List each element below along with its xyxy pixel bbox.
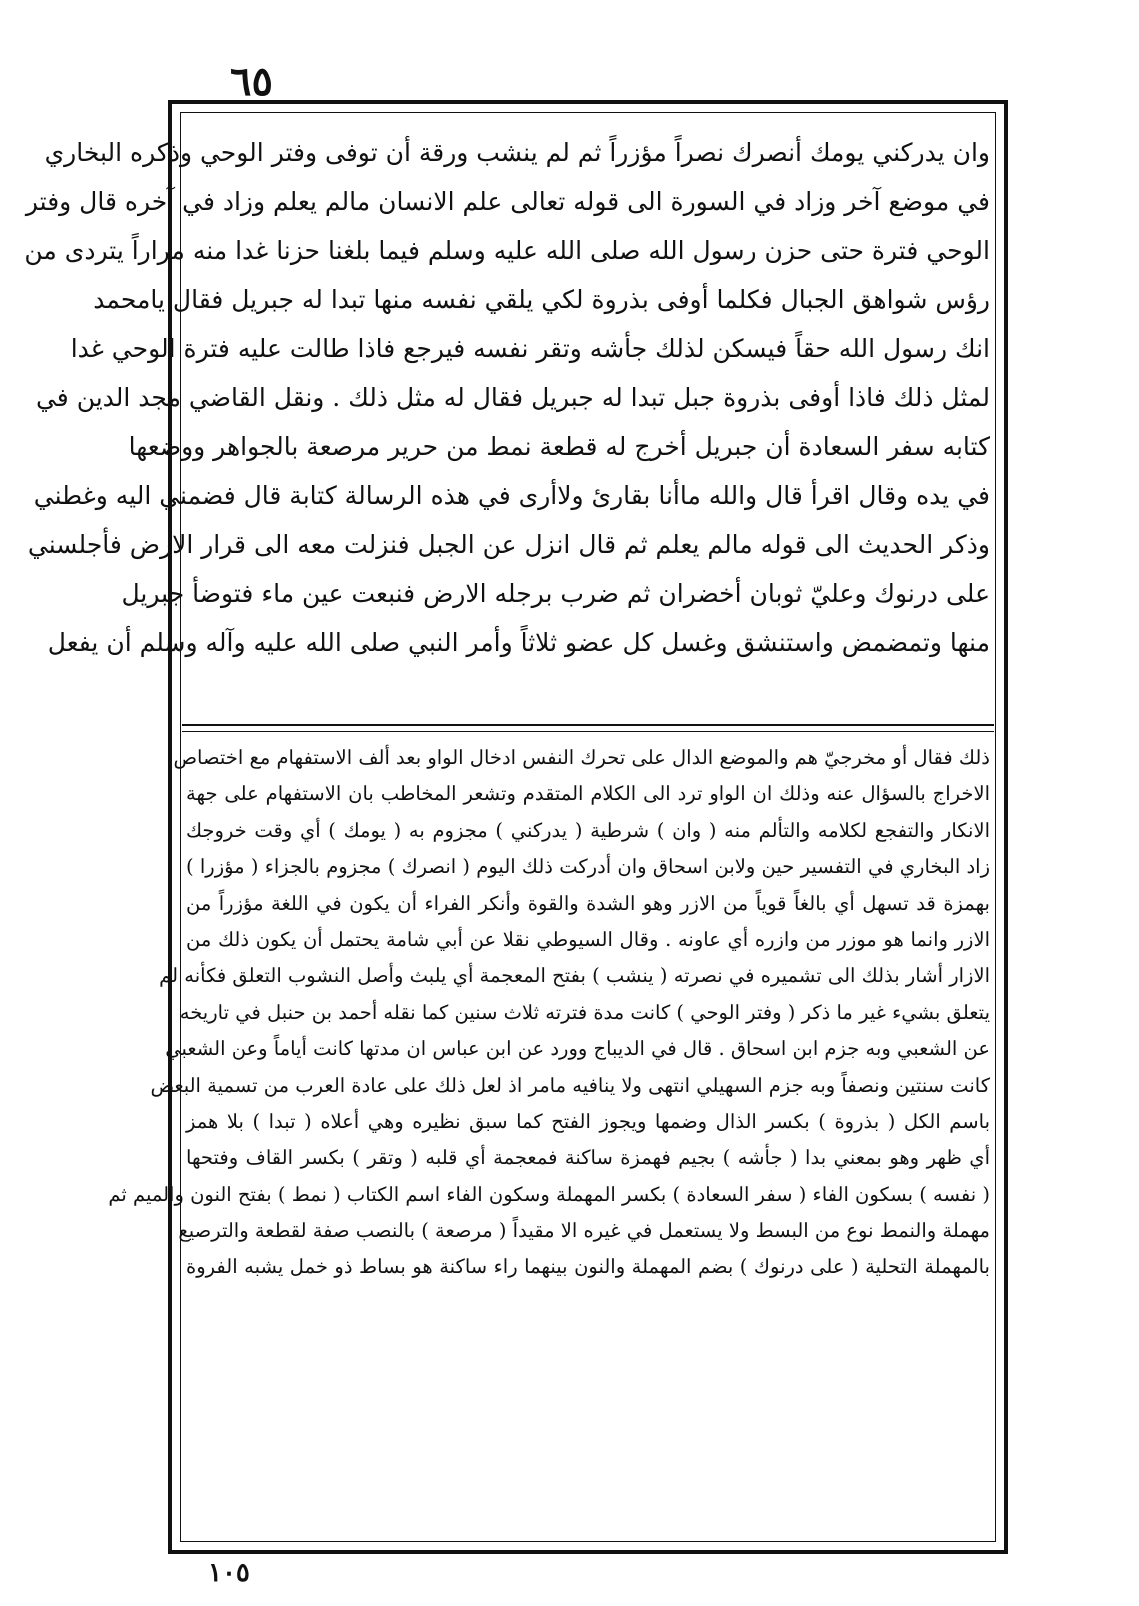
section-divider-thin: [182, 731, 994, 732]
main-text: [24, 128, 990, 718]
commentary-line: الازر وانما هو موزر من وازره أي عاونه . وقال السيوطي نقلا عن أبي شامة يحتمل أن يكون ذلك من: [186, 927, 990, 951]
commentary-line: باسم الكل ( بذروة ) بكسر الذال وضمها ويجوز الفتح كما سبق نظيره وهي أعلاه ( تبدا ) بلا همز: [186, 1109, 990, 1133]
main-text-line: الوحي فترة حتى حزن رسول الله صلى الله عليه وسلم فيما بلغنا حزنا غدا منه مراراً يتردى من: [24, 236, 990, 265]
commentary-line: ذلك فقال أو مخرجيّ هم والموضع الدال على تحرك النفس ادخال الواو بعد ألف الاستفهام مع اختصاص: [173, 746, 990, 769]
page-frame: [24, 100, 1008, 1554]
commentary-line: الانكار والتفجع لكلامه والتألم منه ( وان ) شرطية ( يدركني ) مجزوم به ( يومك ) أي وقت خروجك: [186, 818, 990, 842]
main-text-line: وذكر الحديث الى قوله مالم يعلم ثم قال انزل عن الجبل فنزلت معه الى قرار الارض فأجلسني: [27, 530, 990, 559]
main-text-line: كتابه سفر السعادة أن جبريل أخرج له قطعة نمط من حرير مرصعة بالجواهر ووضعها: [128, 432, 990, 461]
commentary-line: الاخراج بالسؤال عنه وذلك ان الواو ترد الى الكلام المتقدم وتشعر المخاطب بان الاستفهام على جهة: [186, 782, 990, 806]
main-text-line: رؤس شواهق الجبال فكلما أوفى بذروة لكي يلقي نفسه منها تبدا له جبريل فقال يامحمد: [93, 285, 990, 314]
commentary-line: أي ظهر وهو بمعني بدا ( جأشه ) بجيم فهمزة ساكنة فمعجمة أي قلبه ( وتقر ) بكسر القاف وفتحها: [186, 1146, 990, 1170]
commentary-line: بالمهملة التحلية ( على درنوك ) بضم المهملة والنون بينهما راء ساكنة هو بساط ذو خمل يشبه الفروة: [186, 1255, 990, 1279]
main-text-line: انك رسول الله حقاً فيسكن لذلك جأشه وتقر نفسه فيرجع فاذا طالت عليه فترة الوحي غدا: [70, 334, 990, 363]
commentary-line: بهمزة قد تسهل أي بالغاً قوياً من الازر وهو الشدة والقوة وأنكر الفراء أن يكون في اللغة مؤزراً من: [186, 891, 990, 915]
commentary-text: [108, 740, 990, 1530]
main-text-line: في موضع آخر وزاد في السورة الى قوله تعالى علم الانسان مالم يعلم وزاد في آخره قال وفتر: [25, 187, 990, 216]
signature-mark: ١٠٥: [208, 1558, 250, 1588]
commentary-line: ( نفسه ) بسكون الفاء ( سفر السعادة ) بكسر المهملة وسكون الفاء اسم الكتاب ( نمط ) بفتح النون والميم ثم: [108, 1182, 990, 1206]
main-text-line: وان يدركني يومك أنصرك نصراً مؤزراً ثم لم ينشب ورقة أن توفى وفتر الوحي وذكره البخاري: [44, 138, 990, 167]
commentary-line: كانت سنتين ونصفاً وبه جزم السهيلي انتهى ولا ينافيه مامر اذ لعل ذلك على عادة العرب من تسمية البعض: [150, 1073, 990, 1097]
commentary-line: مهملة والنمط نوع من البسط ولا يستعمل في غيره الا مقيداً ( مرصعة ) بالنصب صفة لقطعة والترصيع: [178, 1219, 990, 1243]
commentary-line: الازار أشار بذلك الى تشميره في نصرته ( ينشب ) بفتح المعجمة أي يلبث وأصل النشوب التعلق فكأنه لم: [159, 964, 990, 988]
section-divider: [182, 724, 994, 726]
main-text-line: على درنوك وعليّ ثوبان أخضران ثم ضرب برجله الارض فنبعت عين ماء فتوضأ جبريل: [121, 579, 990, 608]
commentary-line: عن الشعبي وبه جزم ابن اسحاق . قال في الديباج وورد عن ابن عباس ان مدتها كانت أياماً وعن الشعبي: [165, 1037, 990, 1061]
main-text-line: في يده وقال اقرأ قال والله ماأنا بقارئ ولاأرى في هذه الرسالة كتابة قال فضمني اليه وغطني: [33, 481, 990, 510]
main-text-line: لمثل ذلك فاذا أوفى بذروة جبل تبدا له جبريل فقال له مثل ذلك . ونقل القاضي مجد الدين في: [35, 383, 990, 412]
main-text-line: منها وتمضمض واستنشق وغسل كل عضو ثلاثاً وأمر النبي صلى الله عليه وآله وسلم أن يفعل: [47, 628, 990, 657]
commentary-line: زاد البخاري في التفسير حين ولابن اسحاق وان أدركت ذلك اليوم ( انصرك ) مجزوم بالجزاء ( مؤزرا ): [186, 855, 990, 879]
commentary-line: يتعلق بشيء غير ما ذكر ( وفتر الوحي ) كانت مدة فترته ثلاث سنين كما نقله أحمد بن حنبل في تاريخه: [179, 1000, 990, 1024]
page-number: ٦٥: [230, 58, 273, 105]
